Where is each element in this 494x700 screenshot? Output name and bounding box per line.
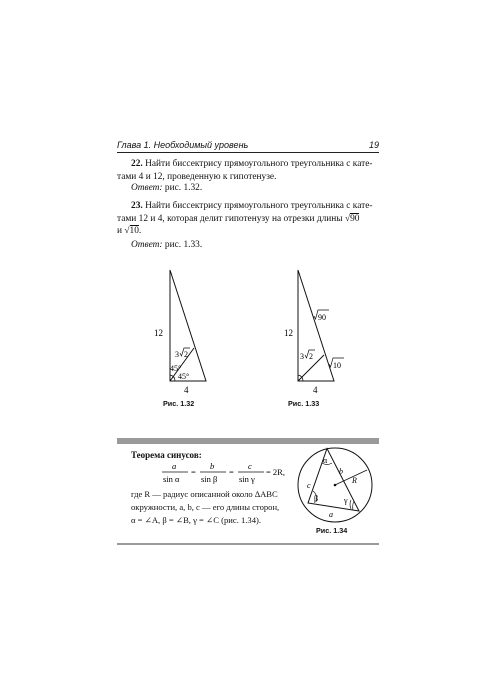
formula-a: a (172, 461, 177, 471)
header-rule (117, 152, 379, 153)
figure-1-34 (292, 446, 378, 524)
figure-1-32-caption: Рис. 1.32 (163, 399, 195, 408)
angle-arc-gamma (350, 500, 351, 509)
formula-result: = 2R, (266, 467, 285, 477)
formula-c: c (248, 461, 252, 471)
label-alpha: α (323, 456, 328, 465)
problem-22-text-1: Найти биссектрису прямоугольного треугольника с кате- (145, 159, 373, 169)
bisector-rad: 2 (184, 350, 188, 359)
problem-23-text-2: тами 12 и 4, которая делит гипотенузу на отрезки длины (117, 213, 343, 224)
problem-22 (117, 158, 379, 183)
problem-23-and: и (117, 226, 123, 236)
formula-sin-beta: sin β (201, 474, 218, 484)
problem-22-text-2: тами 4 и 12, проведенную к гипотенузе. (117, 171, 277, 182)
label-b: b (339, 467, 343, 476)
law-of-sines-line-3: α = ∠A, β = ∠B, γ = ∠C (рис. 1.34). (131, 515, 262, 525)
formula-sin-gamma: sin γ (239, 474, 255, 484)
problem-22-number: 22. (131, 159, 143, 169)
segment-lower-label: 10 (333, 361, 341, 370)
problem-23 (117, 200, 379, 238)
segment-upper-label: 90 (318, 313, 326, 322)
side-left-label: 12 (284, 328, 293, 338)
problem-23-line-1 (117, 200, 379, 213)
problem-23-answer (131, 240, 202, 250)
angle-top-label: 45° (170, 364, 182, 373)
angle-bottom-label: 45° (178, 372, 190, 381)
formula-eq-1: = (191, 467, 196, 477)
answer-label: Ответ: (131, 240, 163, 250)
label-beta: β (314, 494, 319, 503)
problem-22-line-1 (117, 158, 379, 171)
bisector-rad: 2 (309, 352, 313, 361)
law-of-sines-line-1: где R — радиус описанной около ∆ABC (131, 489, 278, 499)
side-bottom-label: 4 (313, 385, 318, 395)
problem-23-line-2 (117, 213, 379, 226)
law-of-sines-line-2: окружности, a, b, c — его длины сторон, (131, 502, 280, 512)
law-of-sines-formula (160, 458, 285, 488)
problem-22-answer (131, 183, 202, 193)
page-number: 19 (368, 140, 379, 150)
answer-text: рис. 1.32. (164, 183, 203, 193)
answer-text: рис. 1.33. (164, 240, 203, 250)
bisector-coef: 3 (300, 352, 304, 361)
label-a: a (329, 510, 333, 519)
law-of-sines-title: Теорема синусов: (131, 450, 202, 460)
center-dot (334, 484, 337, 487)
angle-arc-gamma-2 (353, 501, 354, 510)
figure-1-33 (270, 265, 365, 400)
label-c: c (307, 481, 311, 490)
label-gamma: γ (344, 496, 348, 505)
problem-23-sqrt90: 90 (350, 213, 360, 224)
figure-1-32 (140, 265, 230, 400)
sqrt-icon: √ (344, 213, 351, 224)
chapter-title: Глава 1. Необходимый уровень (117, 140, 249, 150)
figure-1-33-caption: Рис. 1.33 (288, 399, 320, 408)
label-R: R (352, 476, 357, 485)
problem-23-period: . (138, 226, 142, 236)
problem-23-text-1: Найти биссектрису прямоугольного треугольника с кате- (145, 201, 373, 211)
side-bottom-label: 4 (184, 385, 189, 395)
side-left-label: 12 (154, 328, 163, 338)
box-bottom-bar (117, 543, 379, 545)
answer-label: Ответ: (131, 183, 163, 193)
formula-b: b (210, 461, 215, 471)
box-top-bar (117, 438, 379, 444)
problem-23-number: 23. (131, 201, 143, 211)
figure-1-34-caption: Рис. 1.34 (316, 526, 348, 535)
formula-sin-alpha: sin α (163, 474, 180, 484)
bisector-coef: 3 (175, 350, 179, 359)
sqrt-icon: √ (124, 226, 130, 236)
problem-23-sqrt10: 10 (129, 226, 139, 236)
triangle (298, 270, 334, 381)
problem-23-line-3 (117, 225, 379, 238)
formula-eq-2: = (229, 467, 234, 477)
